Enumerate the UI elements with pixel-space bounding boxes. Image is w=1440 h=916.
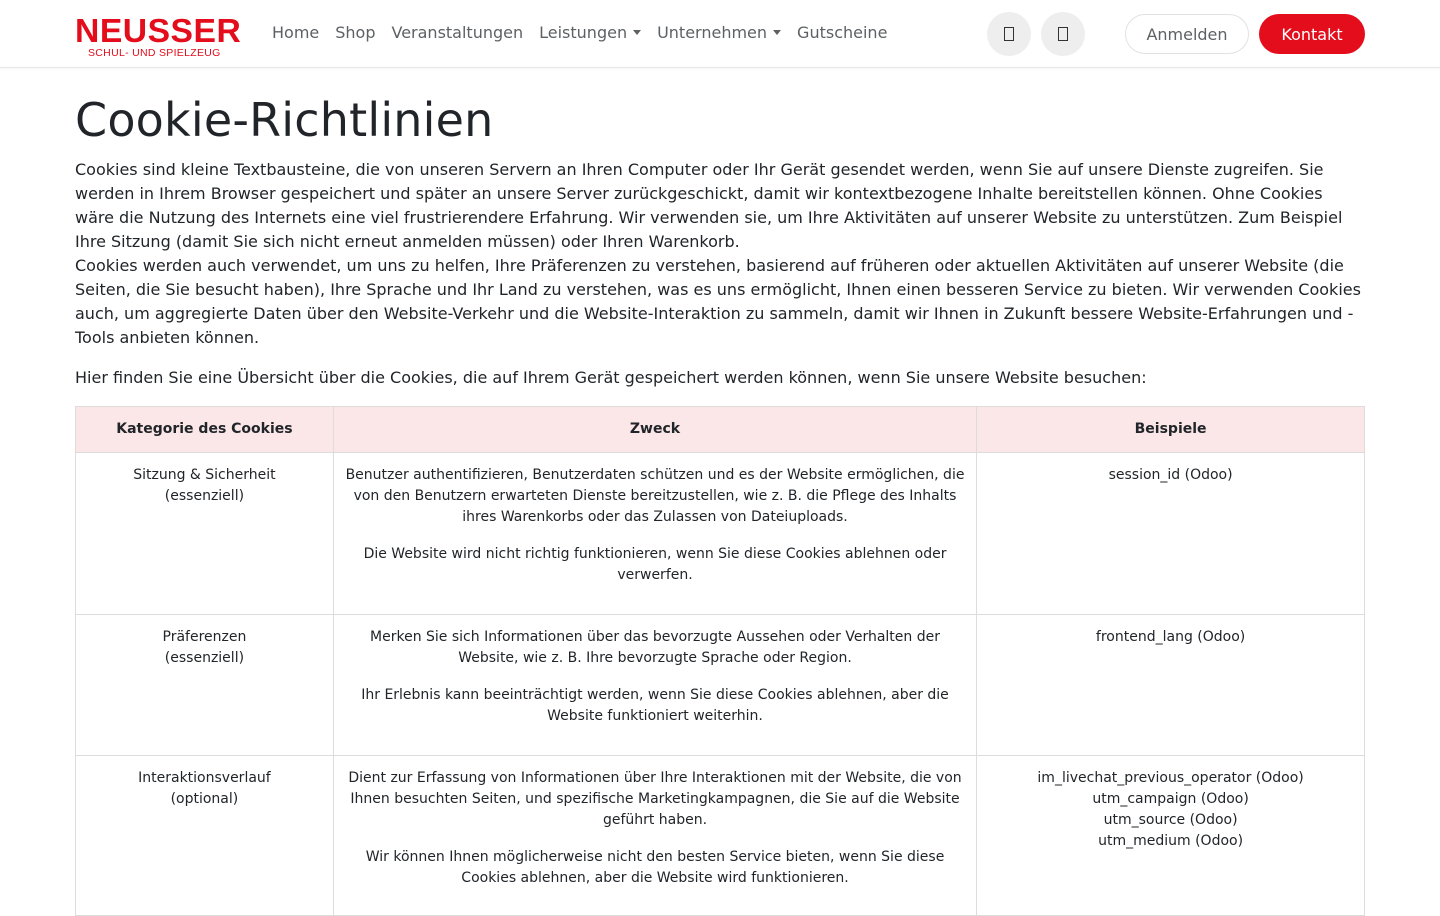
- examples-cell: [977, 756, 1365, 916]
- nav-events[interactable]: Veranstaltungen: [391, 23, 524, 42]
- search-icon: [1004, 27, 1014, 41]
- category-name: Interaktionsverlauf: [138, 770, 271, 786]
- example-item: utm_medium (Odoo): [1098, 833, 1244, 849]
- logo-tagline: SCHUL- UND SPIELZEUG: [88, 47, 221, 59]
- purpose-note: Wir können Ihnen möglicherweise nicht den besten Service bieten, wenn Sie diese Cookies ablehnen, aber die Website wird funktionieren.: [365, 849, 945, 886]
- examples-cell: [977, 615, 1365, 756]
- header-purpose: Zweck: [333, 407, 976, 453]
- category-cell: [76, 453, 334, 615]
- purpose-note: Die Website wird nicht richtig funktionieren, wenn Sie diese Cookies ablehnen oder verwerfen.: [363, 546, 947, 583]
- header-category: Kategorie des Cookies: [76, 407, 334, 453]
- nav-company-dropdown[interactable]: [649, 22, 789, 44]
- cookie-table: [75, 406, 1365, 916]
- table-row: [76, 756, 1365, 916]
- main-nav: [264, 22, 895, 44]
- purpose-text: Merken Sie sich Informationen über das bevorzugte Aussehen oder Verhalten der Website, wie z. B. Ihre bevorzugte Sprache oder Region.: [370, 629, 940, 666]
- purpose-note: Ihr Erlebnis kann beeinträchtigt werden, wenn Sie diese Cookies ablehnen, aber die Website funktioniert weiterhin.: [361, 687, 949, 724]
- purpose-text: Dient zur Erfassung von Informationen über Ihre Interaktionen mit der Website, die von Ihnen besuchten Seiten, und spezifische Marketingkampagnen, die Sie auf die Website geführt haben.: [348, 770, 962, 828]
- example-item: session_id (Odoo): [1108, 467, 1233, 483]
- nav-services-dropdown[interactable]: [531, 22, 649, 44]
- category-note: (essenziell): [164, 488, 245, 504]
- page-title: Cookie-Richtlinien: [75, 93, 494, 147]
- category-cell: [76, 756, 334, 916]
- chevron-down-icon: [633, 30, 641, 35]
- site-header: [0, 0, 1440, 68]
- table-row: [76, 615, 1365, 756]
- search-button[interactable]: [987, 12, 1031, 56]
- table-header-row: [76, 407, 1365, 453]
- logo-wordmark: NEUSSER: [75, 12, 242, 49]
- purpose-cell: [333, 756, 976, 916]
- nav-shop[interactable]: Shop: [335, 23, 376, 42]
- nav-services-label: Leistungen: [539, 23, 628, 42]
- header-examples: Beispiele: [977, 407, 1365, 453]
- example-item: utm_campaign (Odoo): [1092, 791, 1249, 807]
- category-name: Sitzung & Sicherheit: [133, 467, 276, 483]
- examples-cell: [977, 453, 1365, 615]
- cart-button[interactable]: [1041, 12, 1085, 56]
- purpose-cell: [333, 453, 976, 615]
- main-content: [75, 88, 1365, 390]
- table-row: [76, 453, 1365, 615]
- example-item: frontend_lang (Odoo): [1095, 629, 1246, 645]
- intro-paragraph: Cookies sind kleine Textbausteine, die von unseren Servern an Ihren Computer oder Ihr Gerät gesendet werden, wenn Sie auf unsere Dienste zugreifen. Sie werden in Ihrem Browser gespeichert und später an unsere Server zurückgeschickt, damit wir kontextbezogene Inhalte bereitstellen können. Ohne Cookies wäre die Nutzung des Internets eine viel frustrierendere Erfahrung. Wir verwenden sie, um Ihre Aktivitäten auf unserer Website zu unterstützen. Zum Beispiel Ihre Sitzung (damit Sie sich nicht erneut anmelden müssen) oder Ihren Warenkorb.: [75, 160, 1343, 251]
- category-name: Präferenzen: [162, 629, 247, 645]
- nav-vouchers[interactable]: Gutscheine: [797, 23, 888, 42]
- overview-text: Hier finden Sie eine Übersicht über die Cookies, die auf Ihrem Gerät gespeichert werden können, wenn Sie unsere Website besuchen:: [75, 368, 1147, 387]
- contact-button[interactable]: Kontakt: [1259, 14, 1365, 54]
- chevron-down-icon: [773, 30, 781, 35]
- category-note: (essenziell): [164, 650, 245, 666]
- nav-company-label: Unternehmen: [657, 23, 768, 42]
- nav-home[interactable]: Home: [272, 23, 320, 42]
- purpose-text: Benutzer authentifizieren, Benutzerdaten schützen und es der Website ermöglichen, die von den Benutzern erwarteten Dienste bereitzustellen, wie z. B. die Pflege des Inhalts ihres Warenkorbs oder das Zulassen von Dateiuploads.: [345, 467, 965, 525]
- purpose-cell: [333, 615, 976, 756]
- example-item: im_livechat_previous_operator (Odoo): [1037, 770, 1304, 786]
- category-note: (optional): [170, 791, 239, 807]
- category-cell: [76, 615, 334, 756]
- cart-icon: [1058, 27, 1068, 41]
- login-button[interactable]: Anmelden: [1125, 14, 1249, 54]
- example-item: utm_source (Odoo): [1103, 812, 1238, 828]
- brand-logo[interactable]: [75, 12, 242, 59]
- usage-paragraph: Cookies werden auch verwendet, um uns zu helfen, Ihre Präferenzen zu verstehen, basierend auf früheren oder aktuellen Aktivitäten auf unserer Website (die Seiten, die Sie besucht haben), Ihre Sprache und Ihr Land zu verstehen, was es uns ermöglicht, Ihnen einen besseren Service zu bieten. Wir verwenden Cookies auch, um aggregierte Daten über den Website-Verkehr und die Website-Interaktion zu sammeln, damit wir Ihnen in Zukunft bessere Website-Erfahrungen und -Tools anbieten können.: [75, 256, 1361, 347]
